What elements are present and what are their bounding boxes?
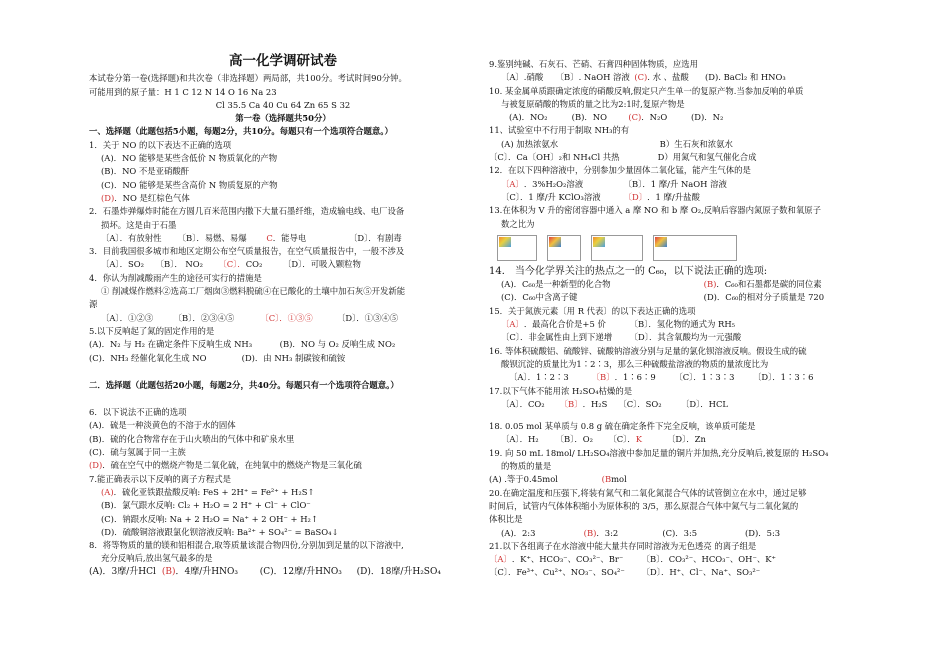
option-c[interactable]: (C)．NH₃ 经催化氧化生成 NO <box>89 352 207 363</box>
question-21: 21.以下各组离子在水溶液中能大量共存同时溶液为无色透亮 的离子组是 <box>489 540 757 551</box>
option-d[interactable]: 〔D〕．有剧毒 <box>349 232 402 243</box>
option-a[interactable]: 〔A〕．3%H₂O₂溶液 <box>501 178 584 189</box>
question-4-options <box>89 312 477 325</box>
option-a[interactable]: (A)．硫是一种淡黄色的不溶于水的固体 <box>89 420 236 431</box>
option-b[interactable]: 〔B〕．O₂ <box>555 434 593 445</box>
question-4-cont: ① 削减煤作燃料②选高工厂烟囱③燃料脱硫④在已酸化的土壤中加石灰⑤开发新能 <box>101 286 406 297</box>
option-b[interactable]: 〔B〕．氢化物的通式为 RH₅ <box>629 319 736 330</box>
question-11-options-1 <box>489 138 899 151</box>
option-d[interactable]: (D)．18摩/升H₂SO₄ <box>356 566 441 577</box>
question-12: 12．在以下四种溶液中，分别参加少量固体二氧化锰，能产生气体的是 <box>489 165 751 176</box>
option-a[interactable]: (A)．NO₂ <box>509 112 548 123</box>
option-b[interactable]: (B)．NO 与 O₂ 反响生成 NO₂ <box>279 339 396 350</box>
answer-mark: (D) <box>101 192 115 203</box>
question-5-options-2 <box>89 352 477 365</box>
question-18: 18. 0.05 mol 某单质与 0.8 g 硫在确定条件下完全反响，该单质可能是 <box>489 421 756 432</box>
option-d[interactable]: 〔D〕．其含氧酸均为一元强酸 <box>629 332 742 343</box>
option-d[interactable]: (D)．硫在空气中的燃烧产物是二氧化硫，在纯氧中的燃烧产物是三氧化硫 <box>89 460 362 471</box>
question-14-options-1 <box>489 278 899 291</box>
option-d[interactable]: 〔D〕．H⁺、Cl⁻、Na⁺、SO₃²⁻ <box>641 567 761 578</box>
option-a[interactable]: 〔A〕．CO₂ <box>501 398 545 409</box>
question-4: 4．你认为削减酸雨产生的途径可实行的措施是 <box>89 272 262 283</box>
question-19-cont: 的物质的量是 <box>501 461 552 472</box>
question-3: 3．目前我国很多城市和地区定期公布空气质量报告，在空气质量报告中，一般不涉及 <box>89 246 405 257</box>
option-b[interactable]: 〔B〕．CO₃²⁻、HCO₃⁻、OH⁻、K⁺ <box>641 554 776 565</box>
option-c[interactable]: C．能导电 <box>266 232 307 243</box>
option-b[interactable]: 〔B〕．易燃、易爆 <box>177 232 247 243</box>
question-13: 13.在体积为 V 升的密闭容器中通入 a 摩 NO 和 b 摩 O₂,反响后容器内氮原子数和氧原子 <box>489 205 822 216</box>
option-d[interactable]: 〔D〕．1 摩/升盐酸 <box>623 191 700 202</box>
question-12-options-2 <box>489 191 899 204</box>
option-b[interactable]: (B)．3:2 <box>583 527 619 538</box>
option-c[interactable]: 〔C〕．SO₂ <box>618 398 662 409</box>
option-b[interactable]: 〔B〕. NaOH 溶液 <box>555 72 630 83</box>
option-a[interactable]: (A)．2:3 <box>501 527 536 538</box>
option-d[interactable]: 〔D〕．HCL <box>681 398 728 409</box>
formula-image[interactable] <box>591 235 643 261</box>
option-a[interactable]: (A)．3摩/升HCl <box>89 566 156 577</box>
option-b[interactable]: (B)．氯气跟水反响: Cl₂ + H₂O = 2 H⁺ + Cl⁻ + ClO⁻ <box>101 500 311 511</box>
option-b[interactable]: 〔B〕．②③④⑤ <box>173 312 235 323</box>
question-8-options <box>89 566 477 579</box>
option-c[interactable]: 〔C〕．K <box>608 434 642 445</box>
option-a[interactable]: 〔A〕．H₂ <box>501 434 539 445</box>
question-7: 7.能正确表示以下反响的离子方程式是 <box>89 473 231 484</box>
question-16: 16. 等体积硫酸铝、硫酸锌、硫酸钠溶液分别与足量的氯化钡溶液反响。假设生成的硫 <box>489 345 807 356</box>
option-b[interactable]: (B)．NO 不是亚硝酸酐 <box>101 166 190 177</box>
question-10: 10. 某金属单质跟确定浓度的硝酸反响,假定只产生单一的复原产物.当参加反响的单质 <box>489 85 804 96</box>
question-11: 11、试验室中不行用于制取 NH₃的有 <box>489 125 630 136</box>
option-a[interactable]: (A)．C₆₀是一种新型的化合物 <box>501 279 611 290</box>
option-c[interactable]: 〔C〕．①③⑤ <box>260 312 313 323</box>
question-2-options <box>89 232 477 245</box>
option-a[interactable]: 〔A〕．1∶2∶3 <box>509 372 569 383</box>
atomic-mass-line-2: Cl 35.5 Ca 40 Cu 64 Zn 65 S 32 <box>215 99 351 110</box>
option-d[interactable]: 〔D〕．可吸入颗粒物 <box>283 259 361 270</box>
question-19-options <box>489 473 899 486</box>
option-c[interactable]: 〔C〕．非金属性由上到下递增 <box>501 332 613 343</box>
question-11-options-2 <box>489 151 899 164</box>
option-a[interactable]: 〔A〕．最高化合价是+5 价 <box>501 319 606 330</box>
question-8: 8．将等物质的量的镁和铝相混合,取等质量该混合物四份,分别加到足量的以下溶液中, <box>89 540 404 551</box>
question-13-options <box>497 235 899 261</box>
question-17: 17.以下气体不能用浓 H₂SO₄枯燥的是 <box>489 385 633 396</box>
option-b[interactable]: (B)．硫的化合物常存在于山火喷出的气体中和矿泉水里 <box>89 433 295 444</box>
option-a[interactable]: 〔A〕．SO₂ <box>101 259 144 270</box>
option-d[interactable]: (D)．N₂ <box>691 112 724 123</box>
option-a[interactable]: 〔A〕．①②③ <box>101 312 154 323</box>
question-5: 5.以下反响起了氮的固定作用的是 <box>89 325 215 336</box>
question-6: 6．以下说法不正确的选项 <box>89 407 187 418</box>
option-b[interactable]: 〔B〕．1 摩/升 NaOH 溶液 <box>623 178 727 189</box>
question-15: 15．关于氮族元素〔用 R 代表〕的以下表达正确的选项 <box>489 305 696 316</box>
question-20: 20.在确定温度和压强下,将装有氮气和二氧化氮混合气体的试管倒立在水中，通过足够 <box>489 487 807 498</box>
option-b[interactable]: (B)．NO <box>571 112 607 123</box>
option-c[interactable]: (C)．钠跟水反响: Na + 2 H₂O = Na⁺ + 2 OH⁻ + H₂↑ <box>101 513 318 524</box>
option-c[interactable]: (C)．C₆₀中含离子键 <box>501 292 578 303</box>
option-c[interactable]: (C)．12摩/升HNO₃ <box>259 566 342 577</box>
option-a[interactable]: 〔A〕．有放射性 <box>101 232 162 243</box>
option-b[interactable]: B）生石灰和浓氨水 <box>659 138 733 149</box>
option-d[interactable]: (D)．NO 是红棕色气体 <box>101 192 190 203</box>
volume-heading: 第一卷（选择题共50分） <box>235 113 331 124</box>
option-c[interactable]: (C)．3:5 <box>662 527 698 538</box>
intro-line: 本试卷分第一卷(选择题)和共次卷（非选择题）两局部，共100分。考试时间90分钟。 <box>89 73 407 84</box>
option-a[interactable]: 〔A〕．K⁺、HCO₃⁻、CO₃²⁻、Br⁻ <box>489 554 624 565</box>
option-d[interactable]: (D). BaCl₂ 和 HNO₃ <box>705 72 786 83</box>
question-19: 19. 向 50 mL 18mol/ LH₂SO₄溶液中参加足量的铜片并加热,充分反响后,被复原的 H₂SO₄ <box>489 447 829 458</box>
question-9-options <box>489 71 899 84</box>
question-3-options <box>89 258 477 271</box>
option-c[interactable]: 〔C〕．Ca〔OH〕₂和 NH₄Cl 共热 <box>489 152 620 163</box>
question-20-cont: 时间后，试管内气体体积缩小为原体积的 3/5，那么原混合气体中氮气与二氧化氮的 <box>489 500 799 511</box>
option-d[interactable]: 〔D〕．①③④⑤ <box>337 312 399 323</box>
option-b[interactable]: 〔B〕．H₂S <box>559 398 608 409</box>
option-c[interactable]: 〔C〕．CO₂ <box>218 259 263 270</box>
option-d[interactable]: (D)．硫酸铜溶液跟氯化钡溶液反响: Ba²⁺ + SO₄²⁻ = BaSO₄↓ <box>101 526 339 537</box>
formula-image[interactable] <box>497 235 537 261</box>
option-b[interactable]: 〔B〕．1∶6∶9 <box>591 372 656 383</box>
option-c[interactable]: (C)．硫与氢属于同一主族 <box>89 447 186 458</box>
left-column <box>89 0 477 579</box>
option-c[interactable]: (C). 水 、盐酸 <box>634 72 689 83</box>
option-b[interactable]: 〔B〕． NO₂ <box>155 259 203 270</box>
question-20-options <box>489 527 899 540</box>
right-column <box>489 0 899 580</box>
section-heading-2: 二．选择题（此题包括20小题，每题2分，共40分。每题只有一个选项符合题意。） <box>89 379 399 390</box>
option-c[interactable]: (C)．N₂O <box>628 112 668 123</box>
option-d[interactable]: D）用氮气和氢气催化合成 <box>657 152 757 163</box>
option-c[interactable]: (C)．NO 能够是某些含高价 N 物质复原的产物 <box>101 179 278 190</box>
question-18-options <box>489 433 899 446</box>
question-21-options-1 <box>489 553 899 566</box>
option-b[interactable]: (Bmol <box>601 474 627 485</box>
question-21-options-2 <box>489 566 899 579</box>
question-2-cont: 损坏。这是由于石墨 <box>101 219 177 230</box>
question-10-cont: 与被复原硝酸的物质的量之比为2:1时,复原产物是 <box>501 98 685 109</box>
formula-image[interactable] <box>653 235 737 261</box>
option-a[interactable]: (A)．N₂ 与 H₂ 在确定条件下反响生成 NH₃ <box>89 339 253 350</box>
option-a[interactable]: (A) .等于0.45mol <box>489 474 558 485</box>
option-a[interactable]: (A)．NO 能够是某些含低价 N 物质氧化的产物 <box>101 153 278 164</box>
option-b[interactable]: (B)．4摩/升HNO₃ <box>161 566 238 577</box>
question-4-cont-2: 源 <box>89 299 98 310</box>
atomic-mass-line: 可能用到的原子量：H 1 C 12 N 14 O 16 Na 23 <box>89 86 277 97</box>
question-14-options-2 <box>489 291 899 304</box>
question-15-options-2 <box>489 331 899 344</box>
option-a[interactable]: 〔A〕.硝酸 <box>501 72 544 83</box>
question-8-cont: 充分反响后,放出氢气最多的是 <box>101 553 213 564</box>
option-a[interactable]: (A)．硫化亚铁跟盐酸反响: FeS + 2H⁺ = Fe²⁺ + H₂S↑ <box>101 486 315 497</box>
formula-image[interactable] <box>547 235 581 261</box>
option-d[interactable]: (D)．5:3 <box>745 527 781 538</box>
question-20-cont-2: 体积比是 <box>489 514 523 525</box>
question-13-cont: 数之比为 <box>501 218 535 229</box>
question-9: 9.鉴别纯碱、石灰石、芒硝、石膏四种固体物质，应选用 <box>489 59 698 69</box>
option-d[interactable]: 〔D〕．1∶3∶6 <box>753 372 814 383</box>
question-12-options-1 <box>489 178 899 191</box>
option-d[interactable]: 〔D〕．Zn <box>667 434 706 445</box>
option-d[interactable]: (D)．C₆₀的相对分子质量是 720 <box>703 292 825 303</box>
question-14: 14． 当今化学界关注的热点之一的 C₆₀，以下说法正确的选项: <box>489 265 768 277</box>
option-d[interactable]: (D)．由 NH₃ 制碳铵和硫铵 <box>241 352 346 363</box>
option-c[interactable]: 〔C〕．1∶3∶3 <box>674 372 735 383</box>
section-heading: 一、选择题（此题包括5小题，每题2分，共10分。每题只有一个选项符合题意。） <box>89 126 393 137</box>
question-1: 1．关于 NO 的以下表达不正确的选项 <box>89 139 232 150</box>
question-5-options-1 <box>89 338 477 351</box>
question-2: 2．石墨炸弹爆炸时能在方圆几百米范围内撒下大量石墨纤维，造成输电线、电厂设备 <box>89 206 405 217</box>
option-c[interactable]: 〔C〕．1 摩/升 KClO₃溶液 <box>501 191 601 202</box>
page-title: 高一化学调研试卷 <box>229 53 337 69</box>
question-16-cont: 酸钡沉淀的质量比为1∶2∶3，那么三种硫酸盐溶液的物质的量浓度比为 <box>501 358 769 369</box>
question-15-options-1 <box>489 318 899 331</box>
option-c[interactable]: 〔C〕．Fe³⁺、Cu²⁺、NO₃⁻、SO₄²⁻ <box>489 567 625 578</box>
question-16-options <box>489 371 899 384</box>
option-b[interactable]: (B)．C₆₀和石墨都是碳的同位素 <box>703 279 822 290</box>
question-17-options <box>489 398 899 411</box>
question-10-options <box>489 111 899 124</box>
option-a[interactable]: (A) 加热浓氨水 <box>501 138 559 149</box>
